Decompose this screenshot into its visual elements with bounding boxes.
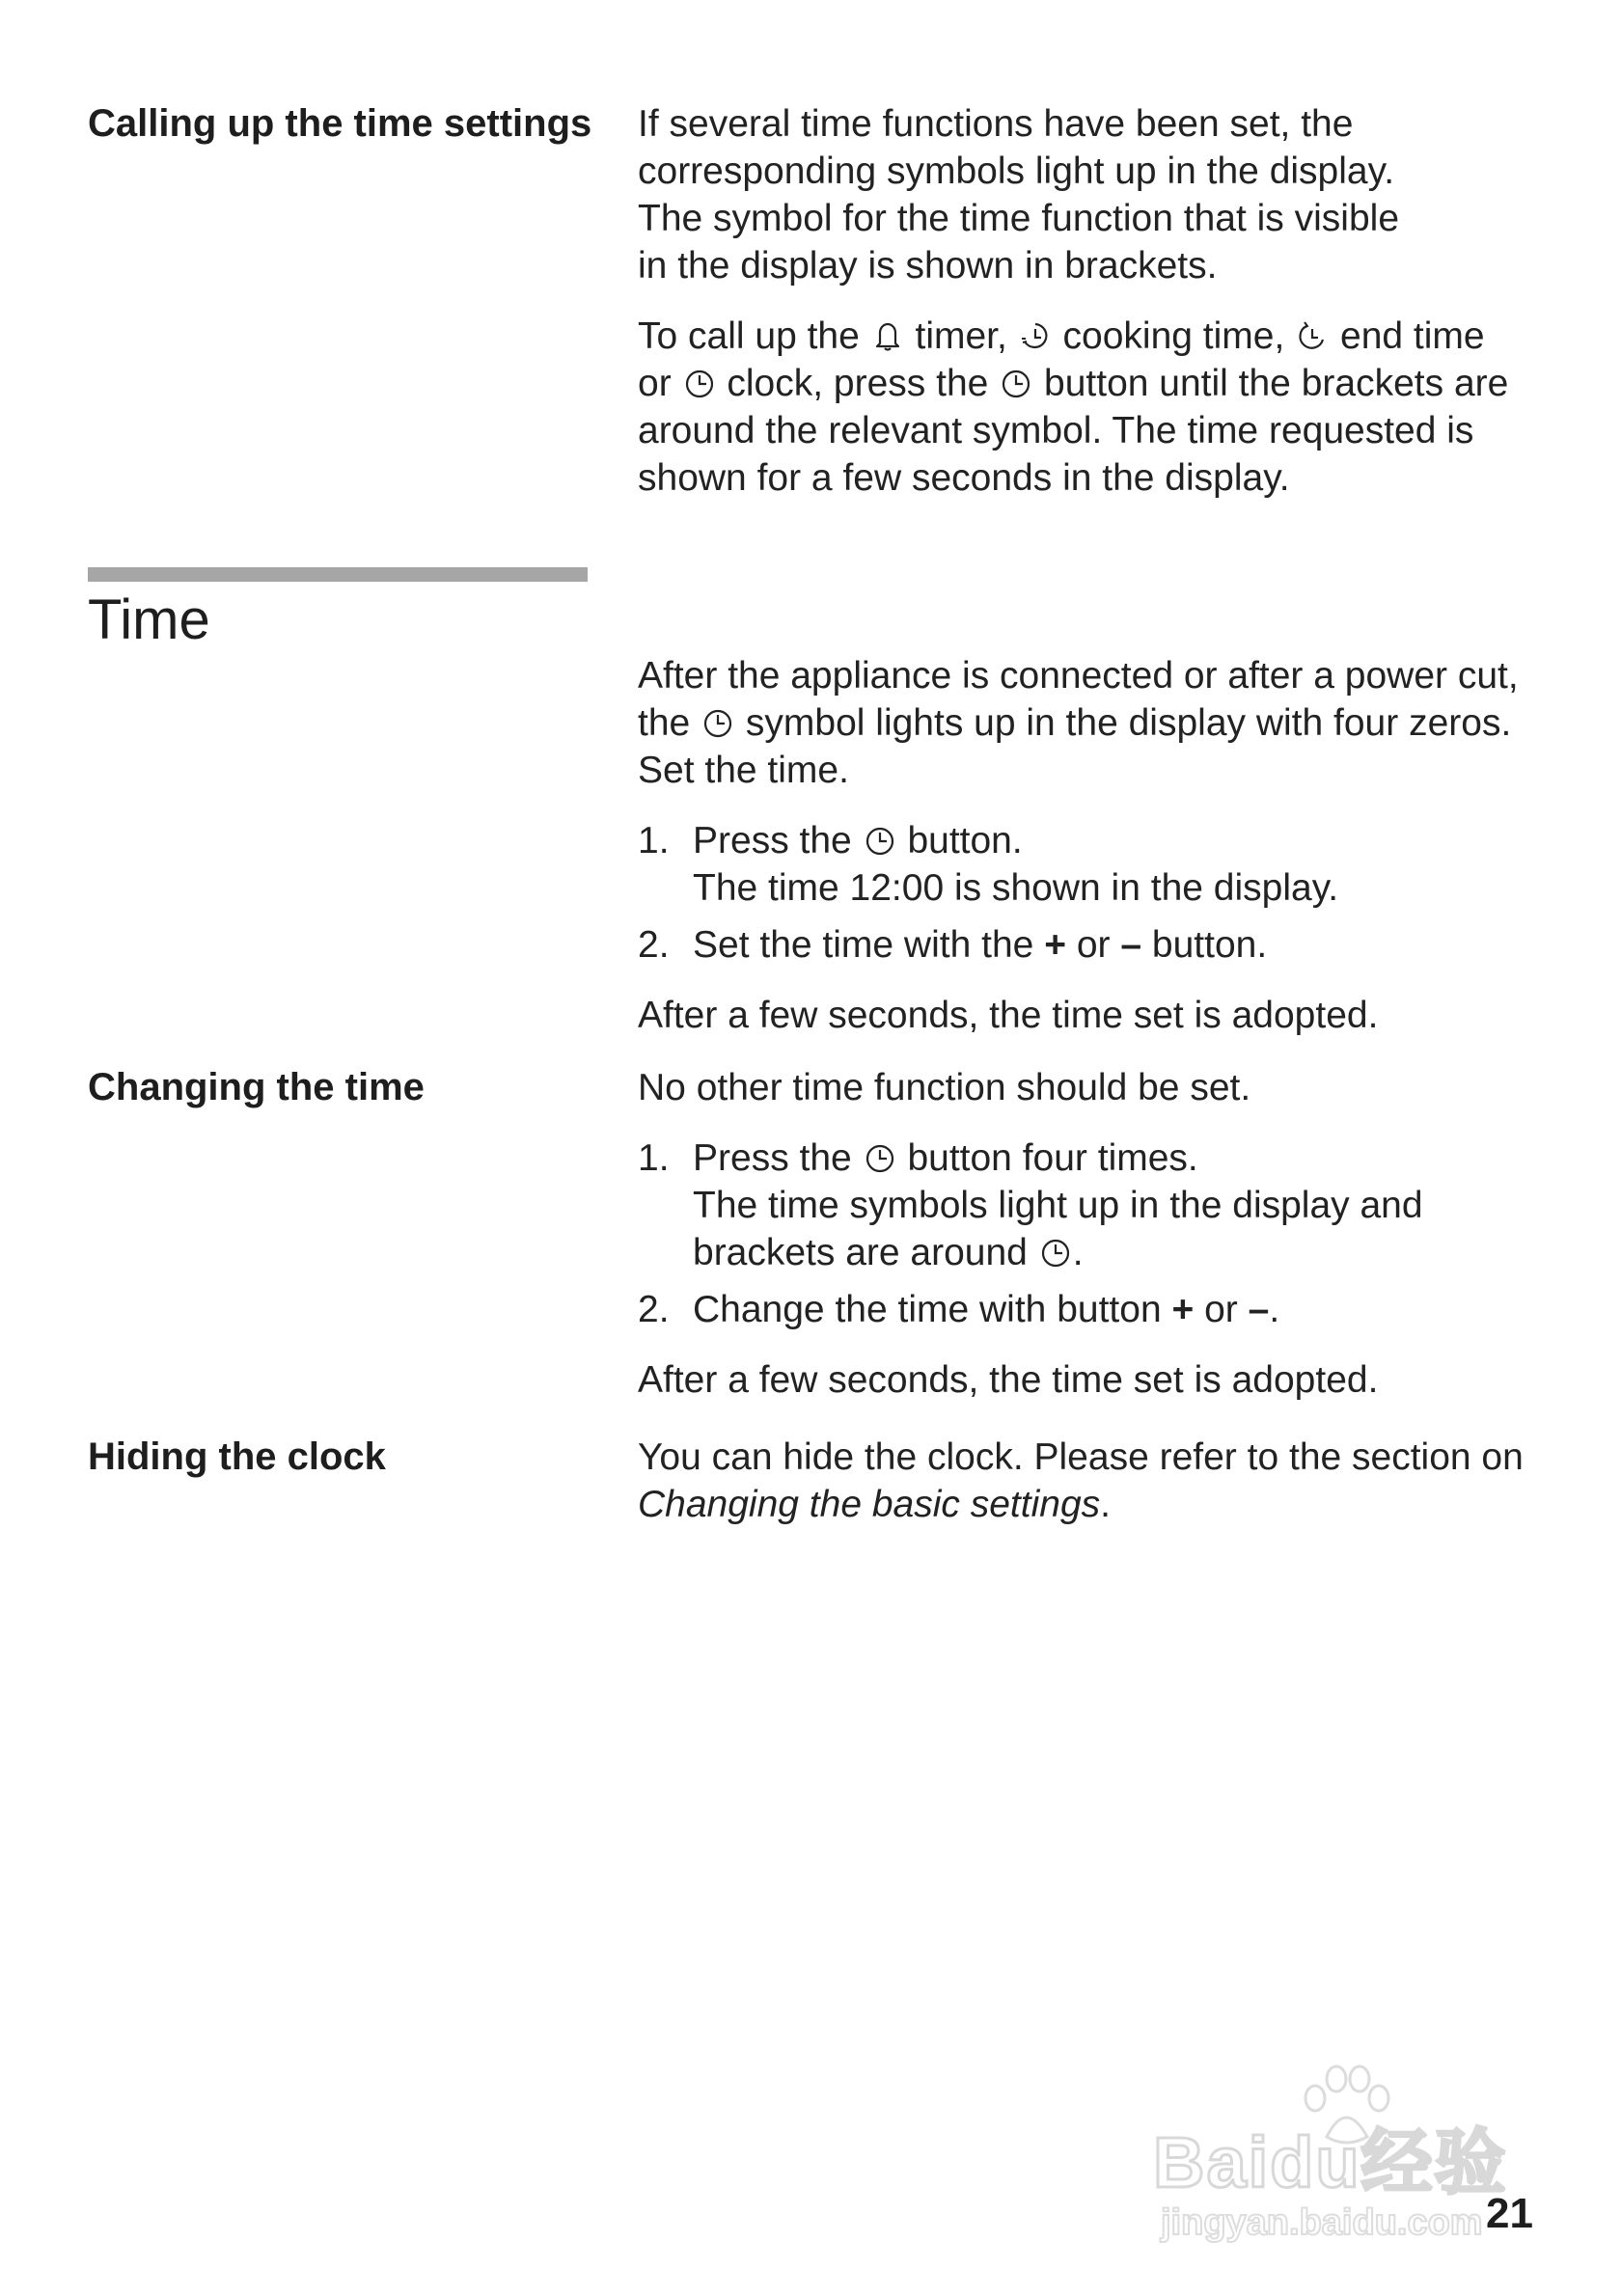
text-line: the symbol lights up in the display with four zeros. (638, 702, 1512, 744)
hiding-clock-label: Hiding the clock (88, 1435, 386, 1478)
minus-symbol: – (1120, 924, 1142, 966)
cross-reference: Changing the basic settings (638, 1484, 1101, 1525)
text-line: Press the button four times. (693, 1137, 1198, 1179)
text-line: corresponding symbols light up in the display. (638, 150, 1395, 192)
text-line: Changing the basic settings. (638, 1484, 1111, 1525)
plus-symbol: + (1044, 924, 1066, 966)
text-line: or clock, press the button until the brackets are (638, 363, 1509, 404)
end-time-icon (1297, 318, 1328, 353)
text-line: in the display is shown in brackets. (638, 245, 1218, 287)
time-intro (638, 652, 1545, 794)
hiding-para (638, 1434, 1545, 1528)
time-text (638, 652, 1545, 1062)
changing-after (638, 1356, 1545, 1404)
minus-symbol: – (1248, 1289, 1270, 1330)
text-line: Press the button. (693, 820, 1023, 861)
text-line: If several time functions have been set, the (638, 103, 1354, 145)
changing-time-text (638, 1064, 1545, 1427)
changing-intro (638, 1064, 1545, 1111)
plus-symbol: + (1171, 1289, 1195, 1330)
calling-up-para-1 (638, 100, 1545, 289)
text-line: Set the time. (638, 750, 849, 791)
calling-up-para-2 (638, 313, 1545, 502)
text-line: Set the time with the + or – button. (693, 924, 1268, 966)
list-item (638, 1286, 1545, 1333)
clock-icon (1001, 366, 1031, 400)
cooking-time-icon (1020, 318, 1051, 353)
watermark-text: Baidu经验 (1153, 2122, 1508, 2202)
list-item (638, 1134, 1545, 1276)
clock-icon (865, 823, 895, 858)
step-number: 2. (638, 1289, 670, 1330)
list-item (638, 817, 1545, 912)
text-line: After the appliance is connected or after a power cut, (638, 655, 1519, 697)
text-line: Change the time with button + or –. (693, 1289, 1280, 1330)
clock-icon (1040, 1235, 1071, 1270)
step-number: 2. (638, 924, 670, 966)
section-heading: Time (88, 588, 210, 651)
time-steps (638, 817, 1545, 969)
clock-icon (702, 705, 733, 740)
changing-time-label: Changing the time (88, 1066, 425, 1108)
section-divider-bar (88, 567, 588, 582)
text-line: You can hide the clock. Please refer to the section on (638, 1436, 1524, 1478)
text-line: After a few seconds, the time set is adopted. (638, 995, 1379, 1036)
text-line: around the relevant symbol. The time requested is (638, 410, 1474, 451)
watermark-url: jingyan.baidu.com (1161, 2202, 1483, 2243)
text-line: No other time function should be set. (638, 1067, 1251, 1108)
page-number: 21 (1486, 2190, 1533, 2237)
hiding-clock-text (638, 1434, 1545, 1551)
clock-icon (865, 1140, 895, 1175)
text-line: The time symbols light up in the display and (693, 1185, 1423, 1226)
text-line: After a few seconds, the time set is adopted. (638, 1359, 1379, 1401)
clock-icon (684, 366, 715, 400)
changing-steps (638, 1134, 1545, 1333)
list-item (638, 921, 1545, 969)
time-after (638, 992, 1545, 1039)
calling-up-label: Calling up the time settings (88, 102, 592, 145)
text-line: The time 12:00 is shown in the display. (693, 867, 1339, 909)
step-number: 1. (638, 1137, 670, 1179)
text-line: To call up the timer, cooking time, end time (638, 315, 1485, 357)
text-line: shown for a few seconds in the display. (638, 457, 1290, 499)
step-number: 1. (638, 820, 670, 861)
calling-up-text (638, 100, 1545, 525)
text-line: The symbol for the time function that is visible (638, 198, 1400, 239)
text-line: brackets are around . (693, 1232, 1084, 1273)
bell-timer-icon (872, 318, 903, 353)
